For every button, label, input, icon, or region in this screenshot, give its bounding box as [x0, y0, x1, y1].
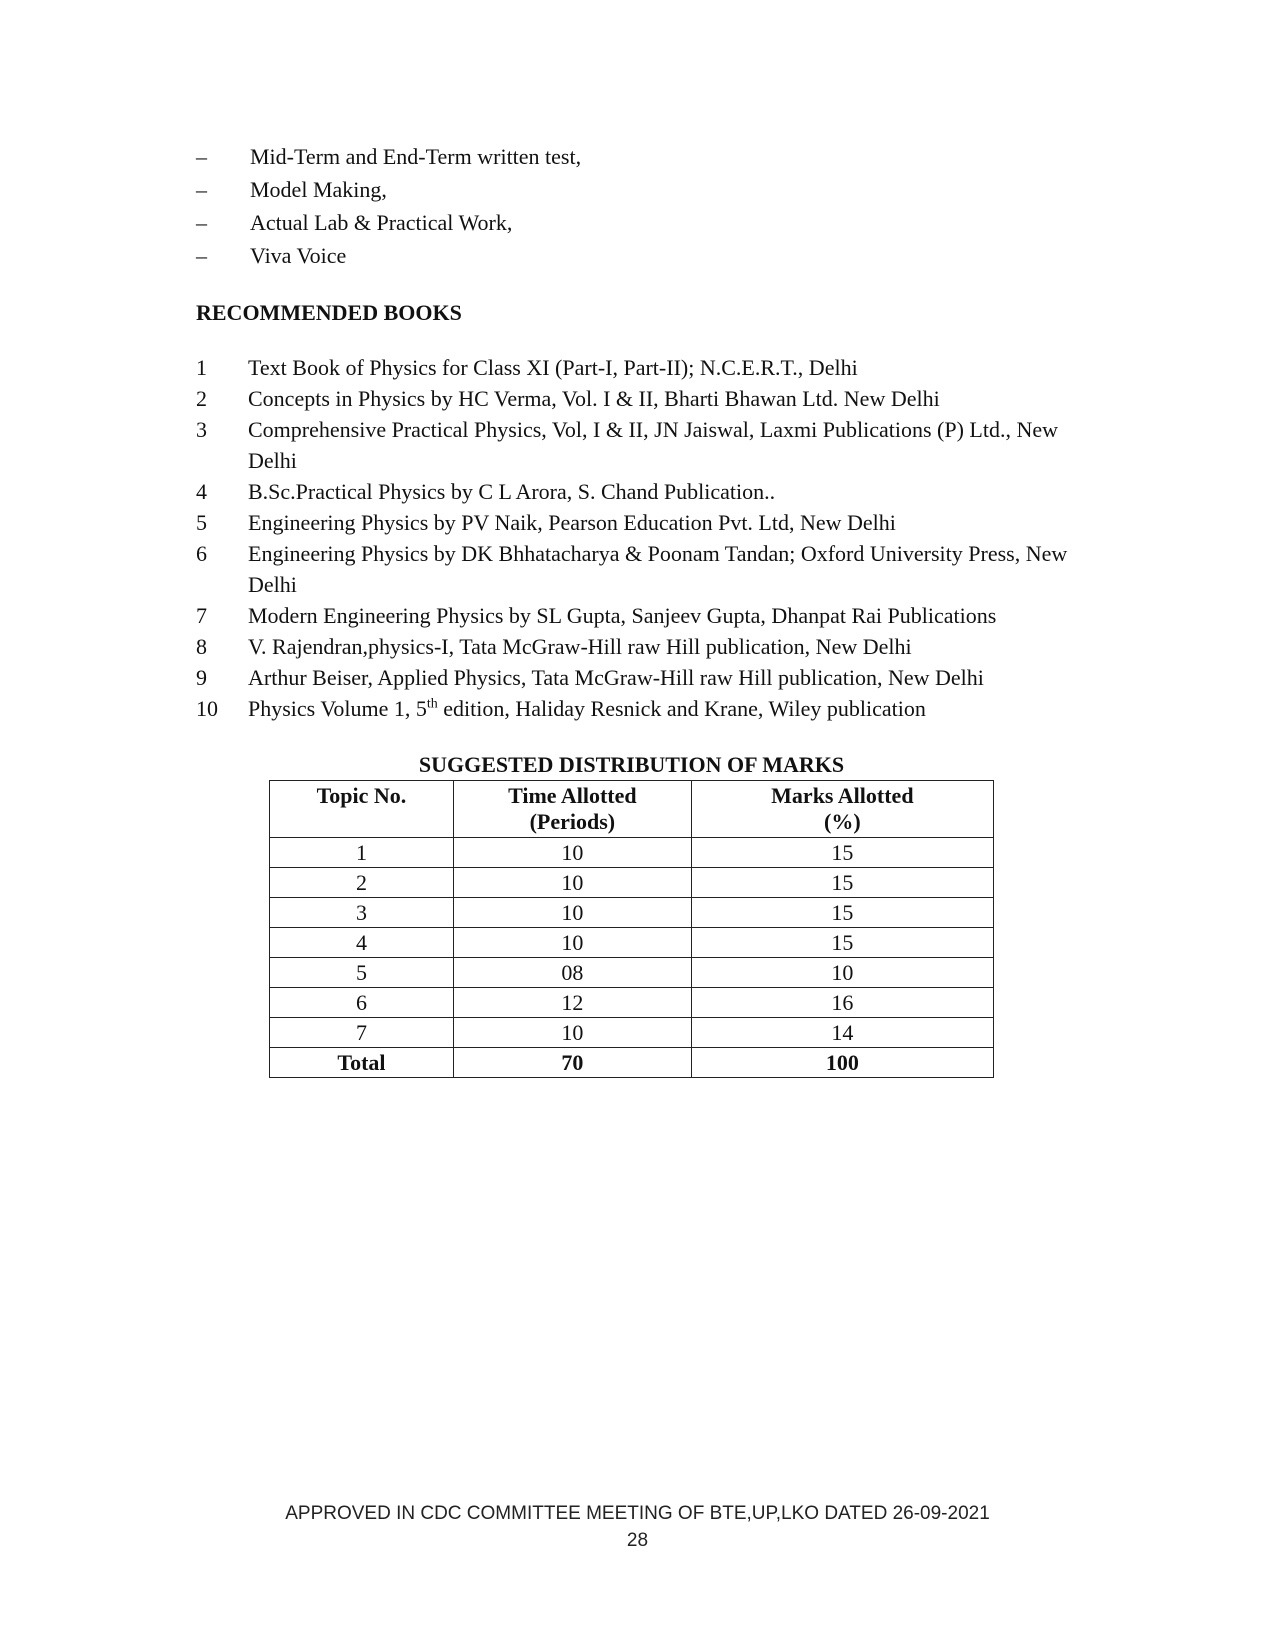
list-item — [196, 239, 581, 272]
cell-topic: 7 — [270, 1018, 454, 1048]
book-text: V. Rajendran,physics-I, Tata McGraw-Hill raw Hill publication, New Delhi — [248, 634, 912, 659]
book-number: 8 — [196, 634, 207, 659]
book-item — [196, 476, 1096, 507]
cell-topic: 4 — [270, 928, 454, 958]
cell-topic: 6 — [270, 988, 454, 1018]
recommended-books-list — [196, 352, 1096, 724]
cell-time: 12 — [453, 988, 691, 1018]
page-footer — [0, 1500, 1275, 1554]
table-row — [270, 1018, 994, 1048]
dash-bullet: – — [196, 210, 207, 235]
book-item — [196, 414, 1096, 476]
book-number: 6 — [196, 541, 207, 566]
cell-marks: 16 — [691, 988, 993, 1018]
cell-topic: 2 — [270, 868, 454, 898]
table-header-row — [270, 781, 994, 838]
assessment-list — [196, 140, 581, 272]
header-topic — [270, 781, 454, 838]
table-total-row — [270, 1048, 994, 1078]
cell-marks: 14 — [691, 1018, 993, 1048]
dash-bullet: – — [196, 177, 207, 202]
cell-total-marks: 100 — [691, 1048, 993, 1078]
cell-time: 10 — [453, 868, 691, 898]
cell-topic: 5 — [270, 958, 454, 988]
book-text: Text Book of Physics for Class XI (Part-I, Part-II); N.C.E.R.T., Delhi — [248, 355, 858, 380]
book-text-part: edition, Haliday Resnick and Krane, Wiley publication — [437, 696, 926, 721]
table-row — [270, 928, 994, 958]
cell-marks: 15 — [691, 928, 993, 958]
table-row — [270, 958, 994, 988]
book-text: Arthur Beiser, Applied Physics, Tata McGraw-Hill raw Hill publication, New Delhi — [248, 665, 984, 690]
book-text: Comprehensive Practical Physics, Vol, I & II, JN Jaiswal, Laxmi Publications (P) Ltd., New Delhi — [248, 417, 1059, 473]
cell-topic: 1 — [270, 838, 454, 868]
book-text: B.Sc.Practical Physics by C L Arora, S. Chand Publication.. — [248, 479, 776, 504]
list-item-text: Model Making, — [250, 177, 387, 202]
book-item — [196, 693, 1096, 724]
cell-time: 10 — [453, 928, 691, 958]
approval-note: APPROVED IN CDC COMMITTEE MEETING OF BTE,UP,LKO DATED 26-09-2021 — [285, 1503, 990, 1524]
book-number: 9 — [196, 665, 207, 690]
table-row — [270, 838, 994, 868]
list-item — [196, 173, 581, 206]
table-row — [270, 898, 994, 928]
book-item — [196, 352, 1096, 383]
superscript: th — [426, 696, 438, 712]
recommended-books-heading: RECOMMENDED BOOKS — [196, 300, 462, 325]
cell-time: 10 — [453, 1018, 691, 1048]
book-text — [248, 693, 1096, 724]
book-number: 5 — [196, 510, 207, 535]
book-number: 10 — [196, 696, 218, 721]
cell-time: 10 — [453, 898, 691, 928]
cell-marks: 10 — [691, 958, 993, 988]
dash-bullet: – — [196, 144, 207, 169]
book-item — [196, 383, 1096, 414]
list-item-text: Mid-Term and End-Term written test, — [250, 144, 582, 169]
cell-total-label: Total — [270, 1048, 454, 1078]
book-item — [196, 600, 1096, 631]
cell-time: 08 — [453, 958, 691, 988]
cell-marks: 15 — [691, 898, 993, 928]
book-number: 7 — [196, 603, 207, 628]
book-text: Concepts in Physics by HC Verma, Vol. I & II, Bharti Bhawan Ltd. New Delhi — [248, 386, 940, 411]
book-item — [196, 631, 1096, 662]
header-marks-line2: (%) — [824, 809, 861, 834]
book-number: 3 — [196, 417, 207, 442]
book-text: Engineering Physics by PV Naik, Pearson Education Pvt. Ltd, New Delhi — [248, 510, 896, 535]
list-item — [196, 140, 581, 173]
cell-marks: 15 — [691, 838, 993, 868]
header-topic-label: Topic No. — [316, 783, 407, 808]
header-time-line2: (Periods) — [529, 809, 616, 834]
book-item — [196, 507, 1096, 538]
book-text-part: Physics Volume 1, 5 — [248, 696, 427, 721]
cell-marks: 15 — [691, 868, 993, 898]
table-row — [270, 868, 994, 898]
list-item-text: Actual Lab & Practical Work, — [250, 210, 513, 235]
book-text: Engineering Physics by DK Bhhatacharya & Poonam Tandan; Oxford University Press, New Delhi — [248, 541, 1068, 597]
header-marks-line1: Marks Allotted — [771, 783, 914, 808]
book-number: 4 — [196, 479, 207, 504]
cell-topic: 3 — [270, 898, 454, 928]
book-text: Modern Engineering Physics by SL Gupta, Sanjeev Gupta, Dhanpat Rai Publications — [248, 603, 997, 628]
book-number: 1 — [196, 355, 207, 380]
cell-time: 10 — [453, 838, 691, 868]
header-marks — [691, 781, 993, 838]
cell-total-time: 70 — [453, 1048, 691, 1078]
book-item — [196, 662, 1096, 693]
list-item-text: Viva Voice — [250, 243, 347, 268]
book-item — [196, 538, 1096, 600]
header-time — [453, 781, 691, 838]
page-number: 28 — [626, 1530, 649, 1551]
marks-distribution-table — [269, 780, 994, 1078]
table-row — [270, 988, 994, 1018]
list-item — [196, 206, 581, 239]
header-time-line1: Time Allotted — [508, 783, 637, 808]
book-number: 2 — [196, 386, 207, 411]
dash-bullet: – — [196, 243, 207, 268]
marks-table-title: SUGGESTED DISTRIBUTION OF MARKS — [418, 752, 845, 777]
